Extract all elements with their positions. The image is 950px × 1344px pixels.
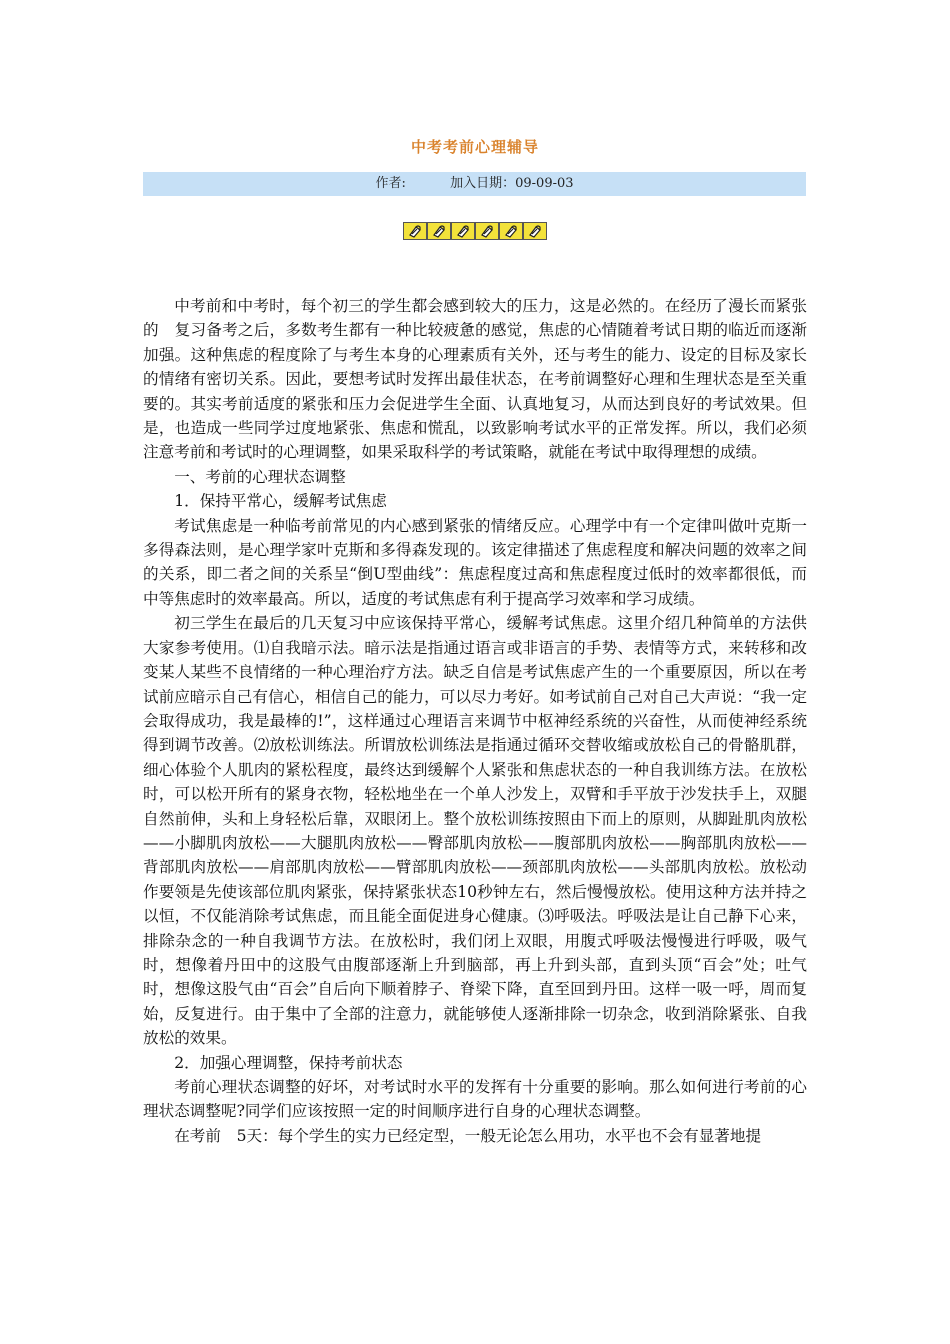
pencil-rating-icon xyxy=(499,222,523,240)
article-body xyxy=(143,294,807,1148)
rating-bar xyxy=(403,222,547,240)
date-label: 加入日期：09-09-03 xyxy=(450,176,574,191)
pencil-rating-icon xyxy=(451,222,475,240)
paragraph-anxiety-law: 考试焦虑是一种临考前常见的内心感到紧张的情绪反应。心理学中有一个定律叫做叶克斯一多得森法则，是心理学家叶克斯和多得森发现的。该定律描述了焦虑程度和解决问题的效率之间的关系，即二者之间的关系呈“倒U型曲线”：焦虑程度过高和焦虑程度过低时的效率都很低，而中等焦虑时的效率最高。所以，适度的考试焦虑有利于提高学习效率和学习成绩。 xyxy=(143,516,807,608)
paragraph-adjustment: 考前心理状态调整的好坏，对考试时水平的发挥有十分重要的影响。那么如何进行考前的心理状态调整呢?同学们应该按照一定的时间顺序进行自身的心理状态调整。 xyxy=(143,1078,807,1121)
section-heading: 一、考前的心理状态调整 xyxy=(174,467,346,486)
pencil-rating-icon xyxy=(427,222,451,240)
paragraph-methods: 初三学生在最后的几天复习中应该保持平常心，缓解考试焦虑。这里介绍几种简单的方法供大家参考使用。⑴自我暗示法。暗示法是指通过语言或非语言的手势、表情等方式，来转移和改变某人某些不良情绪的一种心理治疗方法。缺乏自信是考试焦虑产生的一个重要原因，所以在考试前应暗示自己有信心，相信自己的能力，可以尽力考好。如考试前自己对自己大声说：“我一定会取得成功，我是最棒的!”，这样通过心理语言来调节中枢神经系统的兴奋性，从而使神经系统得到调节改善。⑵放松训练法。所谓放松训练法是指通过循环交替收缩或放松自己的骨骼肌群，细心体验个人肌肉的紧松程度，最终达到缓解个人紧张和焦虑状态的一种自我训练方法。在放松时，可以松开所有的紧身衣物，轻松地坐在一个单人沙发上，双臂和手平放于沙发扶手上，双腿自然前伸，头和上身轻松后靠，双眼闭上。整个放松训练按照由下而上的原则，从脚趾肌肉放松——小脚肌肉放松——大腿肌肉放松——臀部肌肉放松——腹部肌肉放松——胸部肌肉放松——背部肌肉放松——肩部肌肉放松——臂部肌肉放松——颈部肌肉放松——头部肌肉放松。放松动作要领是先使该部位肌肉紧张，保持紧张状态10秒钟左右，然后慢慢放松。使用这种方法并持之以恒，不仅能消除考试焦虑，而且能全面促进身心健康。⑶呼吸法。呼吸法是让自己静下心来，排除杂念的一种自我调节方法。在放松时，我们闭上双眼，用腹式呼吸法慢慢进行呼吸，吸气时，想像着丹田中的这股气由腹部逐渐上升到脑部，再上升到头部，直到头顶“百会”处；吐气时，想像这股气由“百会”自后向下顺着脖子、脊梁下降，直至回到丹田。这样一吸一呼，周而复始，反复进行。由于集中了全部的注意力，就能够使人逐渐排除一切杂念，收到消除紧张、自我放松的效果。 xyxy=(143,614,807,1048)
subsection-heading: 2．加强心理调整，保持考前状态 xyxy=(174,1053,403,1072)
pencil-rating-icon xyxy=(475,222,499,240)
article-meta-bar xyxy=(143,172,806,196)
paragraph-five-days: 在考前 5天：每个学生的实力已经定型，一般无论怎么用功，水平也不会有显著地提 xyxy=(174,1126,762,1145)
author-label: 作者: xyxy=(375,176,406,191)
pencil-rating-icon xyxy=(403,222,427,240)
subsection-heading: 1．保持平常心，缓解考试焦虑 xyxy=(174,492,387,511)
article-title: 中考考前心理辅导 xyxy=(410,138,539,156)
paragraph-intro: 中考前和中考时，每个初三的学生都会感到较大的压力，这是必然的。在经历了漫长而紧张的 复习备考之后，多数考生都有一种比较疲惫的感觉，焦虑的心情随着考试日期的临近而逐渐加强。这种焦虑的程度除了与考生本身的心理素质有关外，还与考生的能力、设定的目标及家长的情绪有密切关系。因此，要想考试时发挥出最佳状态，在考前调整好心理和生理状态是至关重要的。其实考前适度的紧张和压力会促进学生全面、认真地复习，从而达到良好的考试效果。但是，也造成一些同学过度地紧张、焦虑和慌乱，以致影响考试水平的正常发挥。所以，我们必须注意考前和考试时的心理调整，如果采取科学的考试策略，就能在考试中取得理想的成绩。 xyxy=(143,297,807,462)
pencil-rating-icon xyxy=(523,222,547,240)
